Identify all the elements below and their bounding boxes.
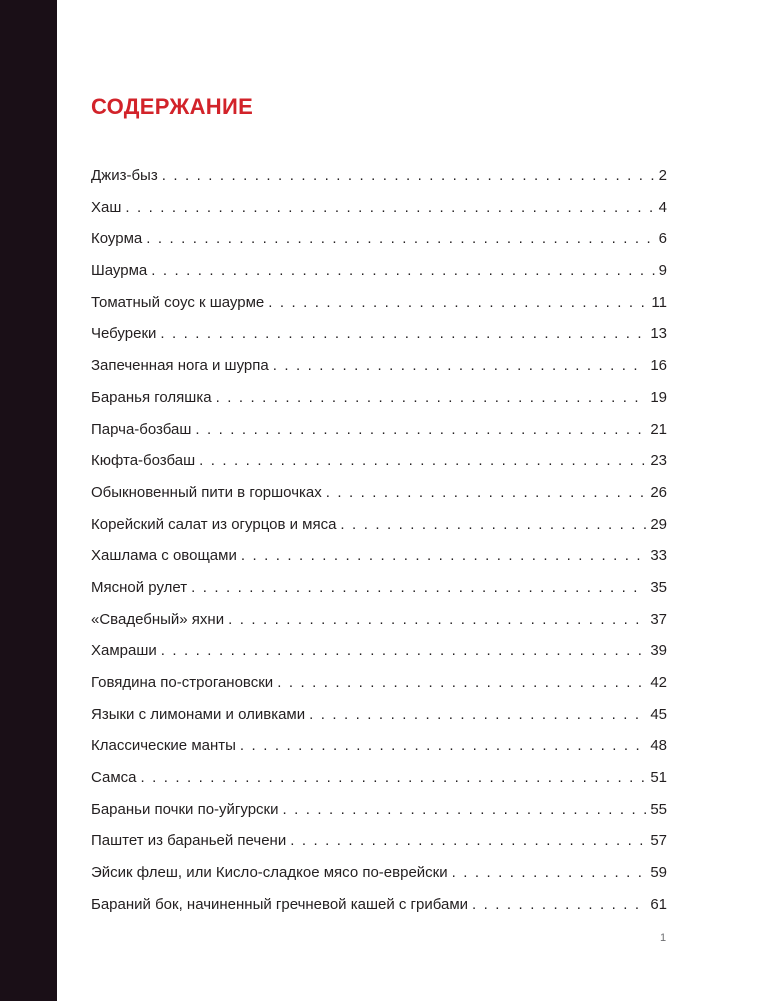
toc-entry[interactable] [91, 857, 667, 889]
toc-entry-title: Языки с лимонами и оливками [91, 705, 306, 723]
dot-leader [195, 414, 646, 446]
toc-entry-title: Джиз-быз [91, 167, 158, 184]
toc-entry[interactable] [91, 350, 667, 382]
toc-entry-title: Бараньи почки по-уйгурски [91, 800, 279, 818]
toc-entry-title: Паштет из бараньей печени [91, 832, 287, 850]
page-number: 1 [660, 932, 667, 944]
toc-entry-title: Говядина по-строгановски [91, 674, 274, 691]
toc-entry-title: Хамраши [91, 642, 157, 660]
toc-entry[interactable] [91, 540, 667, 572]
dot-leader [309, 699, 646, 731]
toc-entry-title: Чебуреки [91, 325, 157, 343]
dot-leader [268, 287, 647, 319]
dot-leader [151, 255, 654, 287]
toc-entry-page: 19 [650, 388, 667, 406]
dot-leader [191, 572, 646, 604]
toc-entry-page: 37 [650, 610, 667, 628]
dot-leader [326, 477, 647, 509]
toc-entry[interactable] [91, 160, 667, 192]
toc-entry[interactable] [91, 477, 667, 509]
dot-leader [273, 350, 647, 382]
toc-entry[interactable] [91, 509, 667, 541]
toc-entry-page: 4 [658, 198, 667, 216]
toc-entry[interactable] [91, 572, 667, 604]
toc-entry[interactable] [91, 889, 667, 921]
toc-entry[interactable] [91, 699, 667, 731]
toc-entry[interactable] [91, 635, 667, 667]
toc-entry-page: 9 [658, 262, 667, 280]
toc-entry-title: Кюфта-бозбаш [91, 452, 196, 470]
dot-leader [240, 730, 646, 762]
dot-leader [146, 223, 654, 255]
toc-entry-title: Коурма [91, 230, 143, 248]
dot-leader [241, 540, 646, 572]
toc-entry-page: 57 [650, 832, 667, 850]
toc-entry-page: 13 [650, 325, 667, 343]
toc-entry-title: Хашлама с овощами [91, 547, 237, 565]
dot-leader [290, 825, 646, 857]
dot-leader [160, 318, 646, 350]
toc-entry[interactable] [91, 794, 667, 826]
toc-entry[interactable] [91, 730, 667, 762]
toc-entry-title: Самса [91, 769, 137, 787]
dot-leader [452, 857, 647, 889]
dot-leader [228, 604, 646, 636]
toc-entry[interactable] [91, 445, 667, 477]
toc-entry[interactable] [91, 382, 667, 414]
toc-entry-page: 42 [650, 674, 667, 691]
toc-entry[interactable] [91, 318, 667, 350]
toc-entry-title: Шаурма [91, 262, 148, 280]
toc-entry-page: 35 [650, 578, 667, 596]
toc-entry-page: 45 [650, 705, 667, 723]
toc-entry[interactable] [91, 223, 667, 255]
toc-entry[interactable] [91, 825, 667, 857]
toc-entry-page: 55 [650, 800, 667, 818]
toc-entry-title: Баранья голяшка [91, 388, 212, 406]
toc-entry-title: Запеченная нога и шурпа [91, 357, 269, 375]
dot-leader [161, 635, 647, 667]
dot-leader [125, 192, 654, 224]
toc-entry-page: 33 [650, 547, 667, 565]
dot-leader [340, 509, 646, 541]
toc-entry-title: Парча-бозбаш [91, 420, 192, 438]
toc-entry-page: 26 [650, 483, 667, 501]
toc-entry-title: Эйсик флеш, или Кисло-сладкое мясо по-еврейски [91, 864, 448, 882]
toc-entry-page: 51 [650, 769, 667, 787]
toc-entry-page: 16 [650, 357, 667, 375]
toc-entry[interactable] [91, 192, 667, 224]
dot-leader [216, 382, 647, 414]
toc-entry-title: Мясной рулет [91, 578, 188, 596]
toc-entry-title: «Свадебный» яхни [91, 610, 225, 628]
toc-entry-title: Корейский салат из огурцов и мяса [91, 515, 337, 533]
toc-entry[interactable] [91, 414, 667, 446]
toc-entry-page: 11 [651, 293, 667, 311]
toc-entry-page: 59 [650, 864, 667, 882]
toc-entry[interactable] [91, 604, 667, 636]
toc-entry-page: 6 [658, 230, 667, 248]
toc-entry-page: 21 [650, 420, 667, 438]
toc-entry-page: 39 [650, 642, 667, 660]
dot-leader [277, 667, 646, 699]
toc-entry-title: Классические манты [91, 737, 236, 755]
toc-entry-title: Обыкновенный пити в горшочках [91, 483, 322, 501]
table-of-contents [91, 160, 667, 921]
book-spine-band [0, 0, 57, 1001]
dot-leader [199, 445, 646, 477]
toc-entry[interactable] [91, 287, 667, 319]
toc-entry-title: Томатный соус к шаурме [91, 293, 265, 311]
dot-leader [141, 762, 647, 794]
toc-entry[interactable] [91, 762, 667, 794]
dot-leader [283, 794, 647, 826]
toc-entry-page: 29 [650, 515, 667, 533]
toc-entry-title: Хаш [91, 198, 122, 216]
toc-entry-page: 2 [658, 167, 667, 184]
dot-leader [472, 889, 646, 921]
dot-leader [162, 160, 655, 192]
toc-entry-page: 61 [650, 895, 667, 913]
toc-entry-page: 48 [650, 737, 667, 755]
toc-entry[interactable] [91, 255, 667, 287]
toc-entry-page: 23 [650, 452, 667, 470]
page-title: СОДЕРЖАНИЕ [91, 94, 254, 119]
toc-entry-title: Бараний бок, начиненный гречневой кашей с грибами [91, 895, 469, 913]
toc-entry[interactable] [91, 667, 667, 699]
